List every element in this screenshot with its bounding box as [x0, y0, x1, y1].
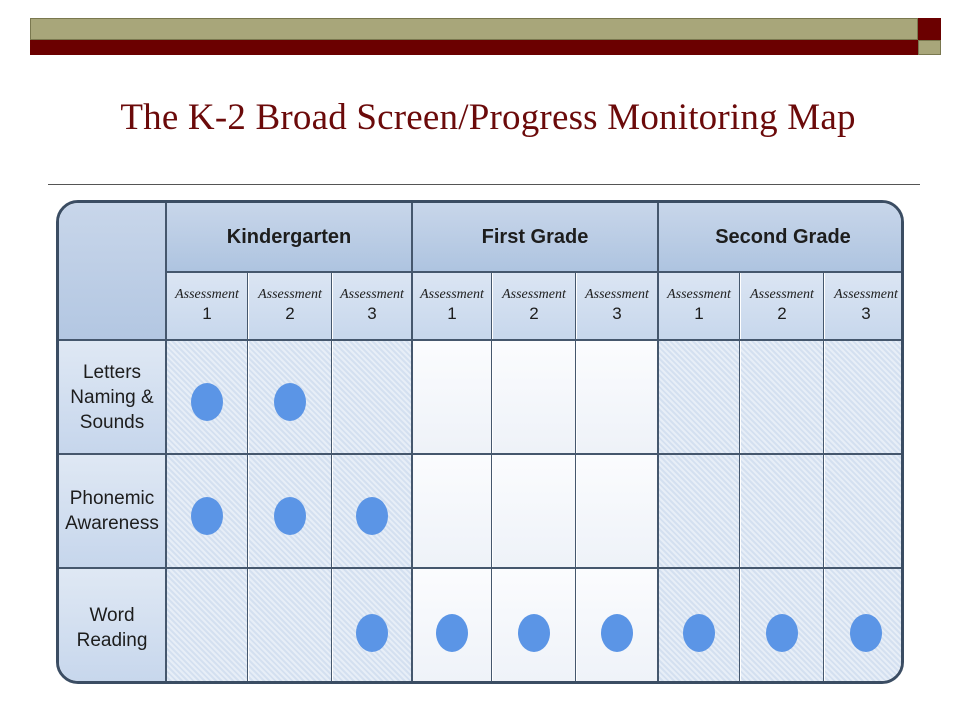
table-cell [659, 455, 739, 567]
table-cell [825, 341, 904, 453]
grade-header-first-grade: First Grade [413, 203, 657, 271]
assessment-map-table [56, 200, 904, 684]
assessment-dot [850, 614, 882, 652]
grid-line [575, 271, 576, 684]
assessment-header: Assessment 1 [167, 273, 247, 339]
grid-line [165, 203, 167, 684]
grade-header-second-grade: Second Grade [659, 203, 904, 271]
table-cell [659, 569, 739, 684]
table-cell [577, 341, 657, 453]
table-cell [577, 569, 657, 684]
assessment-dot [274, 383, 306, 421]
grade-header-kindergarten: Kindergarten [167, 203, 411, 271]
row-label-phonemic: Phonemic Awareness [59, 455, 165, 567]
grid-line [491, 271, 492, 684]
title-divider [48, 184, 920, 185]
header-bar-maroon [30, 40, 918, 55]
table-cell [333, 341, 411, 453]
table-cell [741, 341, 823, 453]
table-cell [741, 455, 823, 567]
assessment-dot [356, 614, 388, 652]
assessment-dot [766, 614, 798, 652]
table-cell [249, 341, 331, 453]
assessment-dot [601, 614, 633, 652]
table-cell [413, 455, 491, 567]
row-label-letters: Letters Naming & Sounds [59, 341, 165, 453]
assessment-dot [191, 497, 223, 535]
header-bar-olive [30, 18, 918, 40]
table-cell [333, 455, 411, 567]
header-square-maroon [918, 18, 941, 40]
table-cell [167, 341, 247, 453]
assessment-dot [518, 614, 550, 652]
table-cell [493, 569, 575, 684]
table-corner [59, 203, 165, 339]
assessment-header: Assessment 2 [741, 273, 823, 339]
table-cell [825, 455, 904, 567]
table-cell [659, 341, 739, 453]
table-cell [249, 569, 331, 684]
assessment-header: Assessment 2 [249, 273, 331, 339]
assessment-dot [683, 614, 715, 652]
slide-title: The K-2 Broad Screen/Progress Monitoring Map [120, 97, 856, 138]
assessment-header: Assessment 1 [659, 273, 739, 339]
grid-line [411, 203, 413, 684]
grid-line [331, 271, 332, 684]
grid-line [739, 271, 740, 684]
table-cell [577, 455, 657, 567]
assessment-dot [274, 497, 306, 535]
table-cell [493, 341, 575, 453]
table-cell [825, 569, 904, 684]
row-label-word-reading: Word Reading [59, 569, 165, 684]
assessment-header: Assessment 2 [493, 273, 575, 339]
grid-line [59, 339, 904, 341]
assessment-header: Assessment 3 [577, 273, 657, 339]
table-cell [413, 569, 491, 684]
table-cell [167, 569, 247, 684]
header-square-olive [918, 40, 941, 55]
grid-line [59, 453, 904, 455]
assessment-dot [191, 383, 223, 421]
table-cell [249, 455, 331, 567]
grid-line [165, 271, 904, 273]
assessment-dot [356, 497, 388, 535]
table-cell [333, 569, 411, 684]
table-cell [741, 569, 823, 684]
assessment-header: Assessment 1 [413, 273, 491, 339]
table-cell [413, 341, 491, 453]
table-cell [493, 455, 575, 567]
table-cell [167, 455, 247, 567]
grid-line [657, 203, 659, 684]
assessment-header: Assessment 3 [825, 273, 904, 339]
assessment-header: Assessment 3 [333, 273, 411, 339]
assessment-dot [436, 614, 468, 652]
grid-line [59, 567, 904, 569]
grid-line [823, 271, 824, 684]
grid-line [247, 271, 248, 684]
